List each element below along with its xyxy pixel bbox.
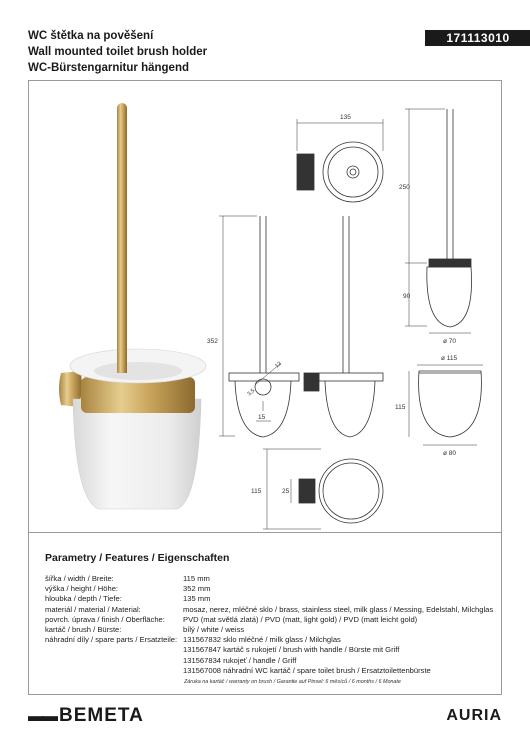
dim-115-height: 115 bbox=[395, 404, 406, 411]
parameters-panel bbox=[28, 533, 502, 695]
param-row bbox=[45, 594, 210, 604]
dim-250: 250 bbox=[399, 184, 410, 191]
title-cz: WC štětka na pověšení bbox=[28, 30, 154, 42]
param-label: povrch. úprava / finish / Oberfläche: bbox=[45, 614, 165, 624]
param-value: 115 mm bbox=[183, 574, 210, 583]
param-value: bílý / white / weiss bbox=[183, 625, 245, 634]
param-value: 352 mm bbox=[183, 584, 211, 594]
brush-view bbox=[405, 109, 472, 333]
param-value: 131567834 rukojeť / handle / Griff bbox=[183, 655, 297, 665]
param-row bbox=[45, 666, 431, 676]
param-label: kartáč / brush / Bürste: bbox=[45, 625, 122, 634]
param-row bbox=[45, 625, 244, 635]
dim-25: 25 bbox=[282, 488, 290, 495]
param-label: výška / height / Höhe: bbox=[45, 584, 119, 594]
cup-view bbox=[409, 365, 483, 445]
param-label: materiál / material / Material: bbox=[45, 604, 141, 614]
side-view bbox=[304, 216, 383, 437]
dim-115-holder: 115 bbox=[251, 488, 262, 495]
dim-15: 15 bbox=[258, 414, 266, 421]
dim-80: ø 80 bbox=[443, 450, 457, 457]
param-row bbox=[45, 584, 210, 594]
dim-90: 90 bbox=[403, 293, 411, 300]
brand-name: AURIA bbox=[446, 707, 502, 724]
bemeta-logo bbox=[28, 705, 144, 727]
holder-top-view bbox=[263, 449, 383, 529]
technical-drawing bbox=[29, 81, 503, 534]
front-view bbox=[219, 216, 299, 437]
logo-text: BEMETA bbox=[59, 705, 144, 726]
param-row bbox=[45, 615, 417, 625]
params-heading: Parametry / Features / Eigenschaften bbox=[45, 552, 230, 564]
product-photo bbox=[59, 103, 206, 509]
param-row bbox=[45, 605, 493, 615]
param-value: PVD (mat světlá zlatá) / PVD (matt, light gold) / PVD (matt leicht gold) bbox=[183, 614, 418, 624]
dim-70: ø 70 bbox=[443, 338, 457, 345]
top-view bbox=[297, 119, 383, 202]
param-value: 131567832 sklo mléčné / milk glass / Milchglas bbox=[183, 635, 341, 645]
param-value: 135 mm bbox=[183, 594, 211, 604]
param-value: 131567847 kartáč s rukojetí / brush with handle / Bürste mit Griff bbox=[183, 645, 400, 655]
dim-115-diameter: ø 115 bbox=[441, 355, 458, 362]
drawing-frame bbox=[28, 80, 502, 533]
title-de: WC-Bürstengarnitur hängend bbox=[28, 62, 189, 74]
param-row bbox=[45, 635, 341, 645]
param-label: náhradní díly / spare parts / Ersatzteile: bbox=[45, 635, 178, 645]
param-row bbox=[45, 574, 210, 584]
warranty-note: Záruka na kartáč / warranty on brush / Garantie auf Pinsel: 6 měsíců / 6 months / 6 Monate bbox=[184, 679, 401, 685]
dim-3-5: 3,5 bbox=[246, 387, 257, 398]
dim-12: 12 bbox=[274, 360, 283, 370]
header-titles bbox=[28, 28, 207, 76]
dim-352: 352 bbox=[207, 338, 218, 345]
param-value: 131567008 náhradní WC kartáč / spare toilet brush / Ersatztoilettenbürste bbox=[183, 665, 431, 675]
param-row bbox=[45, 656, 296, 666]
param-label: hloubka / depth / Tiefe: bbox=[45, 594, 122, 604]
param-row bbox=[45, 645, 399, 655]
title-en: Wall mounted toilet brush holder bbox=[28, 46, 208, 58]
param-label: šířka / width / Breite: bbox=[45, 574, 114, 583]
product-code: 171113010 bbox=[425, 30, 530, 46]
logo-mark-icon: ▬▬ bbox=[28, 708, 56, 725]
dim-135: 135 bbox=[340, 114, 351, 121]
param-value: mosaz, nerez, mléčné sklo / brass, stainless steel, milk glass / Messing, Edelstahl, Milchglas bbox=[183, 604, 494, 614]
